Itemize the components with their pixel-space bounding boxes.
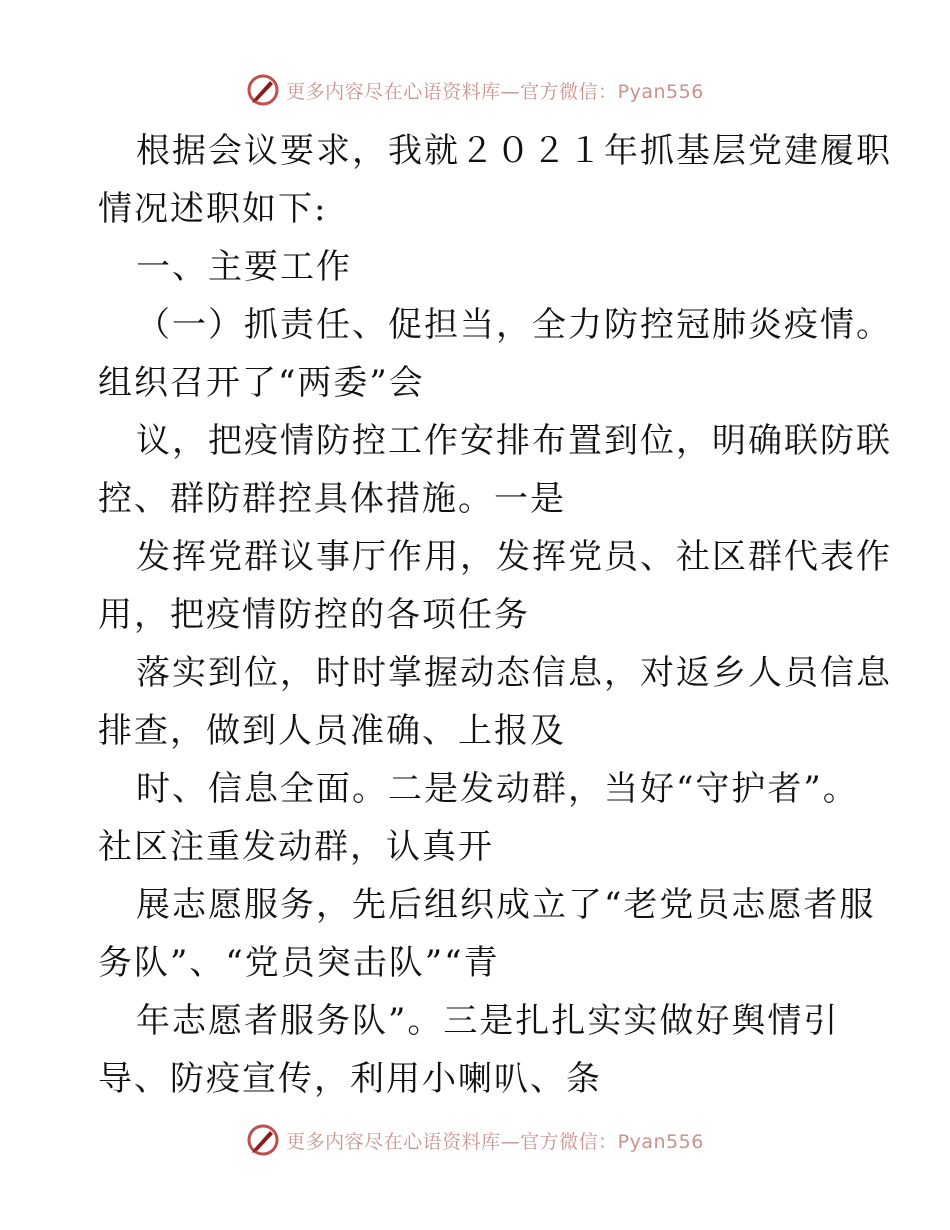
header-watermark [0,70,950,110]
text-line: 展志愿服务，先后组织成立了“老党员志愿者服 [136,885,876,925]
text-line: 导、防疫宣传，利用小喇叭、条 [98,1059,602,1099]
text-line: 排查，做到人员准确、上报及 [98,711,566,751]
text-line: 议，把疫情防控工作安排布置到位，明确联防联 [136,421,892,461]
feather-pen-logo-icon [246,73,280,107]
text-line: 情况述职如下: [98,189,328,229]
text-line: 落实到位，时时掌握动态信息，对返乡人员信息 [136,653,892,693]
text-line: 根据会议要求，我就２０２１年抓基层党建履职 [136,131,892,171]
document-body [98,122,892,1108]
footer-watermark [0,1120,950,1160]
text-line: 时、信息全面。二是发动群，当好“守护者”。 [136,769,859,809]
watermark-text: 更多内容尽在心语资料库—官方微信：Pyan556 [286,80,704,103]
text-line: 控、群防群控具体措施。一是 [98,479,566,519]
feather-pen-logo-icon [246,1123,280,1157]
text-line: 用，把疫情防控的各项任务 [98,595,530,635]
text-line: 年志愿者服务队”。三是扎扎实实做好舆情引 [136,1001,840,1041]
text-line: 发挥党群议事厅作用，发挥党员、社区群代表作 [136,537,892,577]
watermark-text: 更多内容尽在心语资料库—官方微信：Pyan556 [286,1130,704,1153]
text-line: 社区注重发动群，认真开 [98,827,494,867]
text-line: 务队”、“党员突击队”“青 [98,943,500,983]
section-heading: 一、主要工作 [136,247,352,287]
text-line: 组织召开了“两委”会 [98,363,425,403]
subsection-heading: （一）抓责任、促担当，全力防控冠肺炎疫情。 [136,305,892,345]
